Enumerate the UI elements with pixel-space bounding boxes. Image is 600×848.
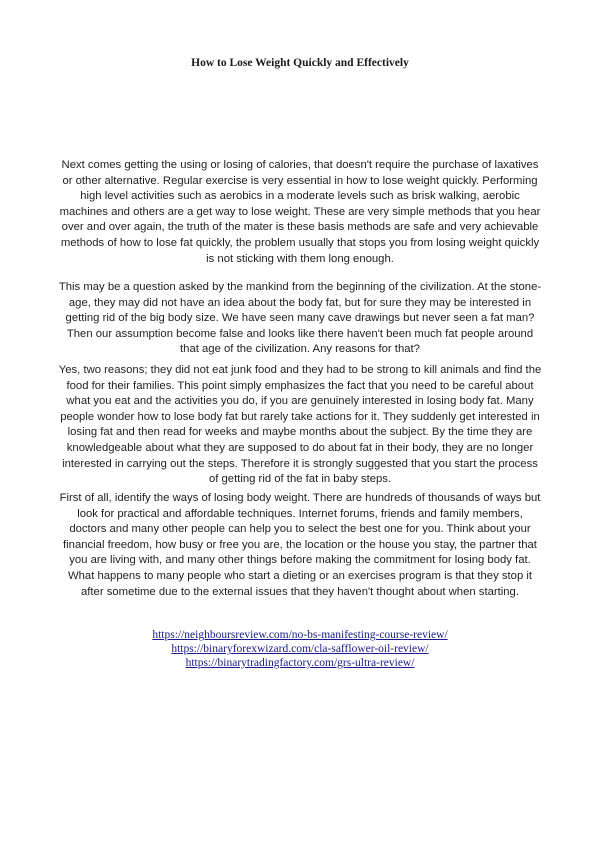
link-1[interactable]: https://neighboursreview.com/no-bs-manifesting-course-review/	[152, 629, 448, 641]
paragraph-2: This may be a question asked by the mankind from the beginning of the civilization. At the stone-age, they may did not have an idea about the body fat, but for sure they may be interested in getting rid of the big body size. We have seen many cave drawings but never seen a fat man? Then our assumption become false and looks like there haven't been much fat people around that age of the civilization. Any reasons for that?	[58, 281, 542, 356]
document-title: How to Lose Weight Quickly and Effectively	[191, 57, 409, 69]
link-2[interactable]: https://binaryforexwizard.com/cla-safflower-oil-review/	[171, 643, 429, 655]
reference-links	[0, 628, 600, 670]
link-3[interactable]: https://binarytradingfactory.com/grs-ultra-review/	[185, 657, 415, 669]
paragraph-4: First of all, identify the ways of losing body weight. There are hundreds of thousands of ways but look for practical and affordable techniques. Internet forums, friends and family members, doctors and many other people can help you to select the best one for you. Think about your financial freedom, how busy or free you are, the location or the house you stay, the partner that you are living with, and many other things before making the commitment for losing body fat. What happens to many people who start a dieting or an exercises program is that they stop it after sometime due to the external issues that they haven't thought about when starting.	[59, 492, 541, 598]
paragraph-1: Next comes getting the using or losing of calories, that doesn't require the purchase of laxatives or other alternative. Regular exercise is very essential in how to lose weight quickly. Performing high level activities such as aerobics in a moderate levels such as brisk walking, aerobic machines and others are a get way to lose weight. These are very simple methods that you hear over and over again, the truth of the mater is these basis methods are safe and very achievable methods of how to lose fat quickly, the problem usually that stops you from losing weight quickly is not sticking with them long enough.	[59, 159, 541, 265]
paragraph-3: Yes, two reasons; they did not eat junk food and they had to be strong to kill animals and find the food for their families. This point simply emphasizes the fact that you need to be careful about what you eat and the activities you do, if you are genuinely interested in losing body fat. Many people wonder how to lose body fat but rarely take actions for it. They suddenly get interested in losing fat and then read for weeks and maybe months about the subject. By the time they are knowledgeable about what they are supposed to do about fat in their body, they are no longer interested in carrying out the steps. Therefore it is strongly suggested that you start the process of getting rid of the fat in baby steps.	[58, 364, 542, 486]
